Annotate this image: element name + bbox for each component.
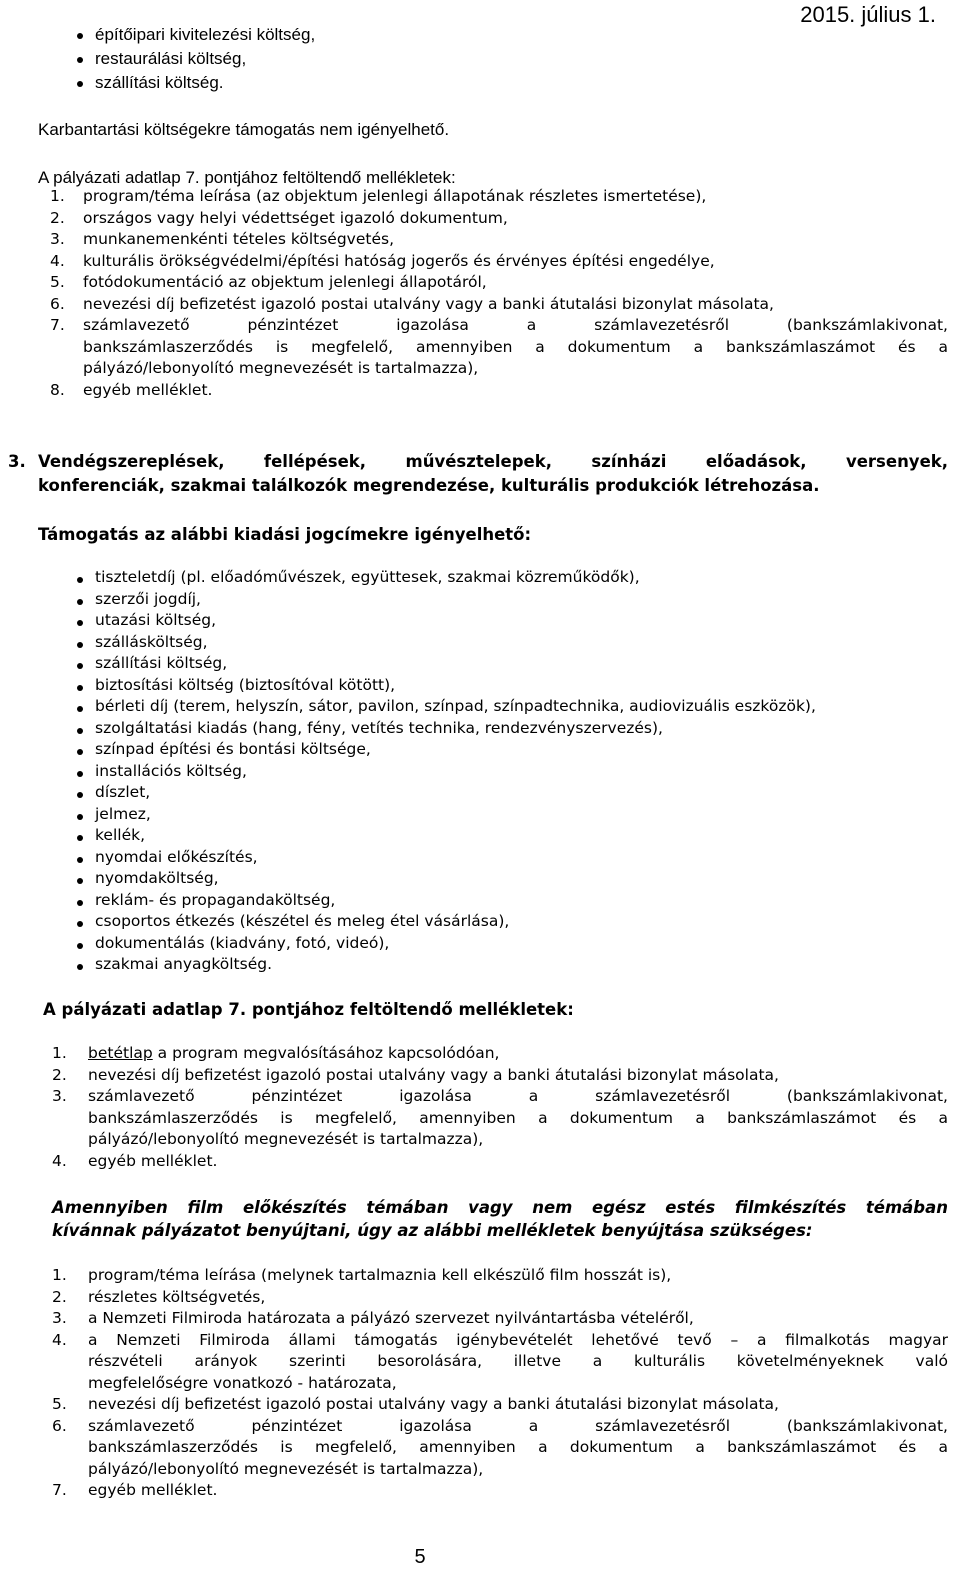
- list-item: restaurálási költség,: [64, 47, 315, 71]
- section-number: 3.: [8, 452, 26, 471]
- attachments-title: A pályázati adatlap 7. pontjához feltöltendő mellékletek:: [38, 168, 456, 187]
- attachments-title-2: A pályázati adatlap 7. pontjához feltöltendő mellékletek:: [43, 1000, 574, 1019]
- list-item: 4. egyéb melléklet.: [52, 1151, 218, 1170]
- list-item: 2. nevezési díj befizetést igazoló postai utalvány vagy a banki átutalási bizonylat másolata,: [52, 1065, 779, 1084]
- list-item: 7. egyéb melléklet.: [52, 1481, 218, 1499]
- list-item: kellék,: [64, 825, 816, 847]
- list-item: szállítási költség.: [64, 71, 315, 95]
- section-subtitle: Támogatás az alábbi kiadási jogcímekre igényelhető:: [38, 525, 532, 544]
- list-item: bérleti díj (terem, helyszín, sátor, pavilon, színpad, színpadtechnika, audiovizuális eszközök),: [64, 696, 816, 718]
- page-number: 5: [414, 1546, 426, 1568]
- list-item: színpad építési és bontási költsége,: [64, 739, 816, 761]
- list-item: 5. nevezési díj befizetést igazoló postai utalvány vagy a banki átutalási bizonylat másolata,: [52, 1395, 779, 1413]
- list-item: 3. munkanemenkénti tételes költségvetés,: [50, 230, 394, 248]
- list-item: tiszteletdíj (pl. előadóművészek, együttesek, szakmai közreműködők),: [64, 567, 816, 589]
- list-item: szakmai anyagköltség.: [64, 954, 816, 976]
- list-item: 2. országos vagy helyi védettséget igazoló dokumentum,: [50, 208, 508, 227]
- list-item: 4. kulturális örökségvédelmi/építési hatóság jogerős és érvényes építési engedélye,: [50, 251, 715, 270]
- list-item: 1. program/téma leírása (melynek tartalmaznia kell elkészülő film hosszát is),: [52, 1266, 672, 1284]
- list-item: csoportos étkezés (készétel és meleg étel vásárlása),: [64, 911, 816, 933]
- list-item: installációs költség,: [64, 761, 816, 783]
- list-item: utazási költség,: [64, 610, 816, 632]
- top-bullet-list: [64, 23, 315, 95]
- list-item: dokumentálás (kiadvány, fotó, videó),: [64, 933, 816, 955]
- list-item: nyomdaköltség,: [64, 868, 816, 890]
- film-attachments-list: [52, 1265, 948, 1502]
- list-item: 3. a Nemzeti Filmiroda határozata a pályázó szervezet nyilvántartásba vételéről,: [52, 1309, 694, 1327]
- list-item: reklám- és propagandaköltség,: [64, 890, 816, 912]
- list-item: 4. a Nemzeti Filmiroda állami támogatás igénybevételét lehetővé tevő – a filmalkotás magyar részvételi arányok szerinti besorolására, illetve a kulturális követelményeknek való megfelelőségre vonatkozó - határozata,: [52, 1330, 948, 1392]
- list-item: szolgáltatási kiadás (hang, fény, vetítés technika, rendezvényszervezés),: [64, 718, 816, 740]
- list-item: biztosítási költség (biztosítóval kötött),: [64, 675, 816, 697]
- list-item: 1. program/téma leírása (az objektum jelenlegi állapotának részletes ismertetése),: [50, 187, 707, 205]
- list-item: 1. betétlap a program megvalósításához kapcsolódóan,: [52, 1044, 500, 1062]
- list-item: 6. nevezési díj befizetést igazoló postai utalvány vagy a banki átutalási bizonylat másolata,: [50, 294, 774, 313]
- list-item: jelmez,: [64, 804, 816, 826]
- list-item: 6. számlavezető pénzintézet igazolása a számlavezetésről (bankszámlakivonat, bankszámlaszerződés is megfelelő, amennyiben a dokumentum a bankszámlaszámot és a pályázó/lebonyolító megnevezését is tartalmazza),: [52, 1416, 948, 1478]
- list-item: szerzői jogdíj,: [64, 589, 816, 611]
- header-date: 2015. július 1.: [800, 2, 936, 27]
- list-item: 8. egyéb melléklet.: [50, 380, 213, 399]
- maintenance-note: Karbantartási költségekre támogatás nem igényelhető.: [38, 120, 450, 139]
- list-item: 5. fotódokumentáció az objektum jelenlegi állapotáról,: [50, 273, 487, 291]
- betetlap-link[interactable]: betétlap: [88, 1044, 153, 1062]
- attachments-list-1: [50, 186, 948, 401]
- attachments-list-2: [52, 1043, 948, 1172]
- list-item: szállítási költség,: [64, 653, 816, 675]
- list-item: 3. számlavezető pénzintézet igazolása a számlavezetésről (bankszámlakivonat, bankszámlaszerződés is megfelelő, amennyiben a dokumentum a bankszámlaszámot és a pályázó/lebonyolító megnevezését is tartalmazza),: [52, 1087, 948, 1148]
- section-title: Vendégszereplések, fellépések, művésztelepek, színházi előadások, versenyek, konferenciák, szakmai találkozók megrendezése, kulturális produkciók létrehozása.: [38, 452, 948, 495]
- expense-bullet-list: [64, 567, 816, 976]
- list-item: nyomdai előkészítés,: [64, 847, 816, 869]
- list-item: 2. részletes költségvetés,: [52, 1287, 266, 1306]
- list-item: 7. számlavezető pénzintézet igazolása a számlavezetésről (bankszámlakivonat, bankszámlaszerződés is megfelelő, amennyiben a dokumentum a bankszámlaszámot és a pályázó/lebonyolító megnevezését is tartalmazza),: [50, 316, 948, 377]
- list-item: szállásköltség,: [64, 632, 816, 654]
- film-note: Amennyiben film előkészítés témában vagy nem egész estés filmkészítés témában kívánnak pályázatot benyújtani, úgy az alábbi mellékletek benyújtása szükséges:: [52, 1198, 948, 1240]
- list-item: építőipari kivitelezési költség,: [64, 23, 315, 47]
- list-item: díszlet,: [64, 782, 816, 804]
